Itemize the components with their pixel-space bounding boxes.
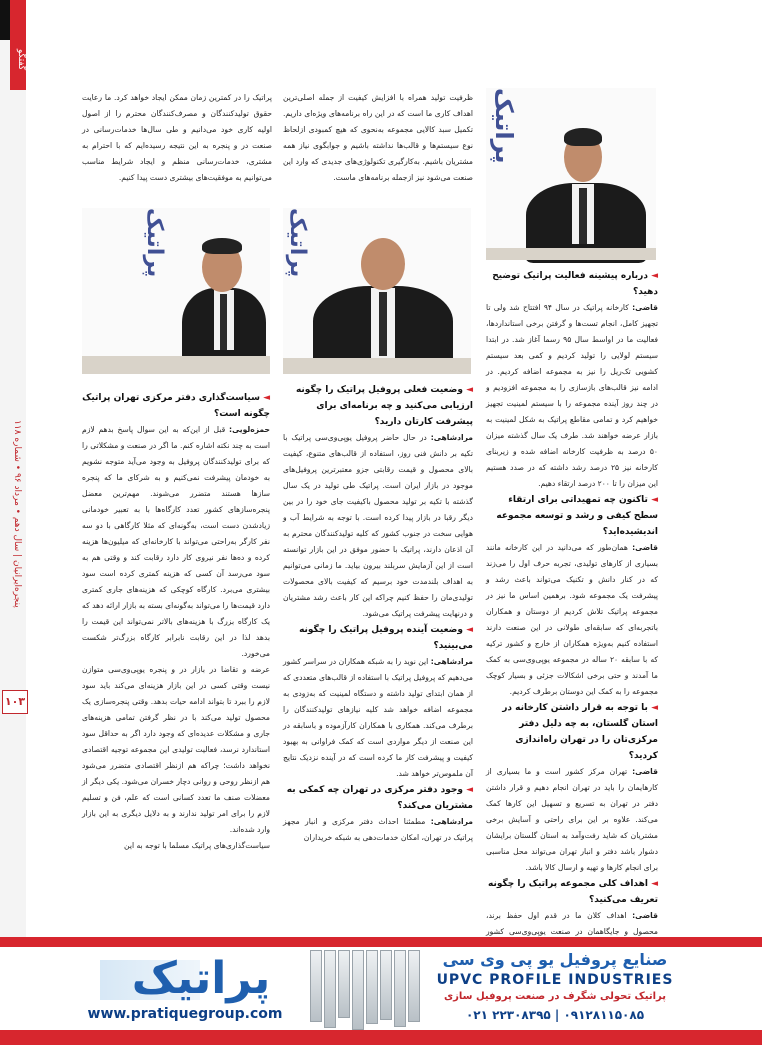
section-tab-label: گفتگو <box>16 49 26 71</box>
ad-tagline: پراتیک تحولی شگرف در صنعت پروفیل سازی <box>443 991 667 1002</box>
ad-website-link[interactable]: www.pratiquegroup.com <box>87 1006 283 1022</box>
backdrop-logo-3: پراتیک <box>142 208 167 278</box>
ad-top-band <box>0 937 762 947</box>
article-text-top-center: ظرفیت تولید همراه با افزایش کیفیت از جمله اصلی‌ترین اهداف کاری ما است که در این راه برنامه‌های ویژه‌ای داریم. تکمیل سبد کالایی مجموعه به‌نحوی که هیچ کمبودی ازلحاظ نوع سیستم‌ها و قالب‌ها نداشته باشیم و جوابگوی نیاز همه مشتریان باشیم. به‌کارگیری تکنولوژی‌های جدیدی که وارد این صنعت می‌شود نیز ازجمله برنامه‌های ماست. <box>283 93 473 182</box>
article-text-top-left: پراتیک را در کمترین زمان ممکن ایجاد خواهد کرد. ما رعایت حقوق تولیدکنندگان و مصرف‌کنندگان محترم را از اصول اولیه کاری خود می‌دانیم و طی سال‌ها خدمات‌رسانی در صنعت در و پنجره به این نتیجه رسیده‌ایم که با احترام به مشتری، خدمات‌رسانی منظم و ایجاد شرایط مناسب می‌توانیم به موفقیت‌های بیشتری دست پیدا کنیم. <box>82 93 272 182</box>
tab-accent <box>0 0 10 40</box>
issue-meta: پنجره‌ایرانیان | سال دهم • مرداد ۹۶ • شماره ۱۱۸ <box>12 420 22 608</box>
backdrop-logo: پراتیک <box>490 88 518 164</box>
article-column-right: ◄ درباره پیشینه فعالیت پراتیک توضیح دهید؟ قاضی: کارخانه پراتیک در سال ۹۴ افتتاح شد ولی تا تجهیز کامل، انجام تست‌ها و گرفتن برخی استانداردها، فعالیت ما در اواسط سال ۹۵ رسما آغاز شد. در ابتدا سیستم لولایی را تولید کردیم و کمی بعد سیستم کشویی تک‌ریل را نیز به مجموعه اضافه کردیم. در ادامه نیز قالب‌های بازسازی را به مجموعه افزودیم و در چند روز آینده مجموعه را با سیستم لمینیت تجهیز خواهیم کرد و تمامی مقاطع پراتیک به شکل لمینیت به بازار عرضه خواهند شد. طرف یک سال گذشته میزان ۵۰ درصد به ظرفیت کارخانه اضافه شده و زیربنای کارخانه نیز ۲۵ درصد رشد داشته که در صدد هستیم این میزان را تا ۲۰۰ درصد ارتقاء دهیم. ◄ تاکنون چه تمهیداتی برای ارتقاء سطح کیفی و رشد و توسعه مجموعه اندیشیده‌اید؟ قاضی: همان‌طور که می‌دانید در این کارخانه مانند بسیاری از کارهای تولیدی، تجربه حرف اول را می‌زند که در کنار دانش و تکنیک می‌تواند باعث رشد و پیشرفت یک مجموعه شود. برهمین اساس ما نیز در مجموعه پراتیک تلاش کردیم از دوستان و همکاران باتجربه‌ای که سابقه‌ای طولانی در این صنعت دارند استفاده کنیم به‌ویژه همکاران از خارج و کشور ترکیه که با سابقه ۲۰ ساله در مجموعه یوپی‌وی‌سی به کمک ما آمدند و حتی برخی اشکالات جزئی و بسیار کوچک مجموعه را به کمک این دوستان برطرف کردیم. ◄ با توجه به قرار داشتن کارخانه در استان گلستان، به چه دلیل دفتر مرکزی‌تان را در تهران راه‌اندازی کردید؟ قاضی: تهران مرکز کشور است و ما بسیاری از کارهایمان را باید در تهران انجام دهیم و قرار داشتن دفتر در تهران به تسریع و تسهیل این کارها کمک می‌کند. علاوه بر این برای راحتی و آسایش برخی مشتریان که شاید رفت‌وآمد به استان گلستان برایشان دشوار باشد دفتر و انبار تهران می‌تواند محل مناسبی برای انجام کارها و تهیه و ارسال کالا باشد. ◄ اهداف کلی مجموعه پراتیک را چگونه تعریف می‌کنید؟ قاضی: اهداف کلان ما در قدم اول حفظ برند، محصول و جایگاهمان در صنعت یوپی‌وی‌سی کشور <box>486 268 658 932</box>
article-column-center: ◄ وضعیت فعلی پروفیل پراتیک را چگونه ارزیابی می‌کنید و چه برنامه‌ای برای پیشرفت کارتان دارید؟ مرادشاهی: در حال حاضر پروفیل یوپی‌وی‌سی پراتیک با تکیه بر دانش فنی روز، استفاده از قالب‌های متنوع، کیفیت بالای محصول و قیمت رقابتی جزو معتبرترین پروفیل‌های موجود در بازار ایران است. پراتیک طی تولید در یک سال گذشته با تکیه بر تولید محصول باکیفیت جای خود را در بین دیگر رقبا در بازار پیدا کرده است. با توجه به شرایط آب و هوایی سخت در جنوب کشور که کلیه تولیدکنندگان محترم به آن اذعان دارند، پراتیک با حضور موفق در این بازار توانسته است از این آزمایش سربلند بیرون بیاید. ما زمانی می‌توانیم به اهداف بلندمدت خود برسیم که کیفیت بالای محصولات تولیدی‌مان را حفظ کنیم چراکه این کار باعث رشد مشتریان و درنهایت پیشرفت پراتیک می‌شود. ◄ وضعیت آینده پروفیل پراتیک را چگونه می‌بینید؟ مرادشاهی: این نوید را به شبکه همکاران در سراسر کشور می‌دهیم که پروفیل پراتیک با استفاده از قالب‌های متعددی که از همان ابتدای تولید داشته و دستگاه لمینیت که به‌زودی به مجموعه اضافه خواهد شد کلیه نیازهای تولیدکنندگان را برطرف می‌کند. همکاری با همکاران کارآزموده و باسابقه در این صنعت از دیگر مواردی است که کمک فراوانی به بهبود کیفیت و پیشرفت کار ما کرده است که در آینده نزدیک نتایج آن ملموس‌تر خواهد شد. ◄ وجود دفتر مرکزی در تهران چه کمکی به مشتریان می‌کند؟ مرادشاهی: مطمئنا احداث دفتر مرکزی و انبار مجهز پراتیک در تهران، امکان خدمات‌دهی به شبکه خریداران <box>283 382 473 932</box>
portrait-photo-3 <box>82 208 270 374</box>
question-heading: ◄ وضعیت فعلی پروفیل پراتیک را چگونه ارزیابی می‌کنید و چه برنامه‌ای برای پیشرفت کارتان دارید؟ <box>295 385 473 427</box>
question-heading: ◄ وضعیت آینده پروفیل پراتیک را چگونه می‌بینید؟ <box>299 625 473 651</box>
page-number: ۱۰۳ <box>2 690 28 714</box>
portrait-photo-1 <box>486 88 656 260</box>
backdrop-logo-2: پراتیک <box>285 208 310 278</box>
question-heading: ◄ وجود دفتر مرکزی در تهران چه کمکی به مشتریان می‌کند؟ <box>286 785 473 811</box>
ad-bottom-band <box>0 1030 762 1045</box>
ad-english-title: UPVC PROFILE INDUSTRIES <box>436 972 674 988</box>
question-heading: ◄ تاکنون چه تمهیداتی برای ارتقاء سطح کیفی و رشد و توسعه مجموعه اندیشیده‌اید؟ <box>496 495 658 537</box>
question-heading: ◄ سیاست‌گذاری دفتر مرکزی تهران پراتیک چگونه است؟ <box>82 393 270 419</box>
article-column-left: ◄ سیاست‌گذاری دفتر مرکزی تهران پراتیک چگونه است؟ حمزه‌لویی: قبل از این‌که به این سوال پاسخ بدهم لازم است به چند نکته اشاره کنم. ما اگر در صنعت و مشکلاتی را که برای تولیدکنندگان پروفیل به وجود می‌آید متوجه نشویم به خودمان پیشرفت نمی‌کنیم و به شرکای ما که پنجره سازها هستند متضرر می‌شوند. مهم‌ترین معضل پنجره‌سازهای کشور تعدد کارگاه‌ها با به تعبیر خودمانی زیادشدن دست است، به‌گونه‌ای که مثلا کارگاهی با دو سه نفر کارگر به‌راحتی می‌تواند با کارخانه‌ای که میلیون‌ها هزینه کرده و ده‌ها نفر نیروی کار دارد رقابت کند و وقتی هم به سود می‌رسد آن کسی که هزینه کمتری کرده است سود بیشتری می‌برد. کارگاه کوچکی که هزینه‌های جاری کمتری دارد قیمت‌ها را می‌تواند به‌گونه‌ای بسته به بازار ارائه دهد که یک کارگاه بزرگ با هزینه‌های بالاتر نمی‌تواند این قیمت را بدهد لذا در این رقابت نابرابر کارگاه بزرگ‌تر شکست می‌خورد. عرضه و تقاضا در بازار در و پنجره یوپی‌وی‌سی متوازن نیست وقتی کسی در این بازار هزینه‌ای می‌کند باید سود لازم را ببرد تا بتواند ادامه حیات بدهد. وقتی پنجره‌سازی یک محصول تولید می‌کند با در نظر گرفتن تمامی هزینه‌های جاری و مشکلات عدیده‌ای که وجود دارد اگر به حداقل سود استاندارد نرسد، فعالیت تولیدی این مجموعه توجیه اقتصادی نخواهد داشت؛ چراکه هم ازنظر اقتصادی متضرر می‌شود هم ازنظر روحی و روانی دچار خسران می‌شود. یکی دیگر از معضلات صنف ما تعدد کسانی است که علم، فن و تسلیم لازم را برای امر تولید ندارند و به دلایل دیگری به این بازار وارد شده‌اند. سیاست‌گذاری‌های پراتیک مسلما با توجه به این <box>82 390 270 932</box>
portrait-photo-2 <box>283 208 471 374</box>
ad-persian-title: صنایع پروفیل یو پی وی سی <box>442 950 668 969</box>
question-heading: ◄ درباره پیشینه فعالیت پراتیک توضیح دهید؟ <box>492 271 658 297</box>
question-heading: ◄ با توجه به قرار داشتن کارخانه در استان گلستان، به چه دلیل دفتر مرکزی‌تان را در تهران راه‌اندازی کردید؟ <box>502 703 658 761</box>
ad-phone-numbers: ۰۲۱ ۲۲۳۰۸۳۹۵ | ۰۹۱۲۸۱۱۵۰۸۵ <box>465 1008 645 1022</box>
ad-brand-logo: پراتیک <box>131 953 271 1004</box>
question-heading: ◄ اهداف کلی مجموعه پراتیک را چگونه تعریف می‌کنید؟ <box>488 879 658 905</box>
profile-samples-image <box>306 950 424 1028</box>
